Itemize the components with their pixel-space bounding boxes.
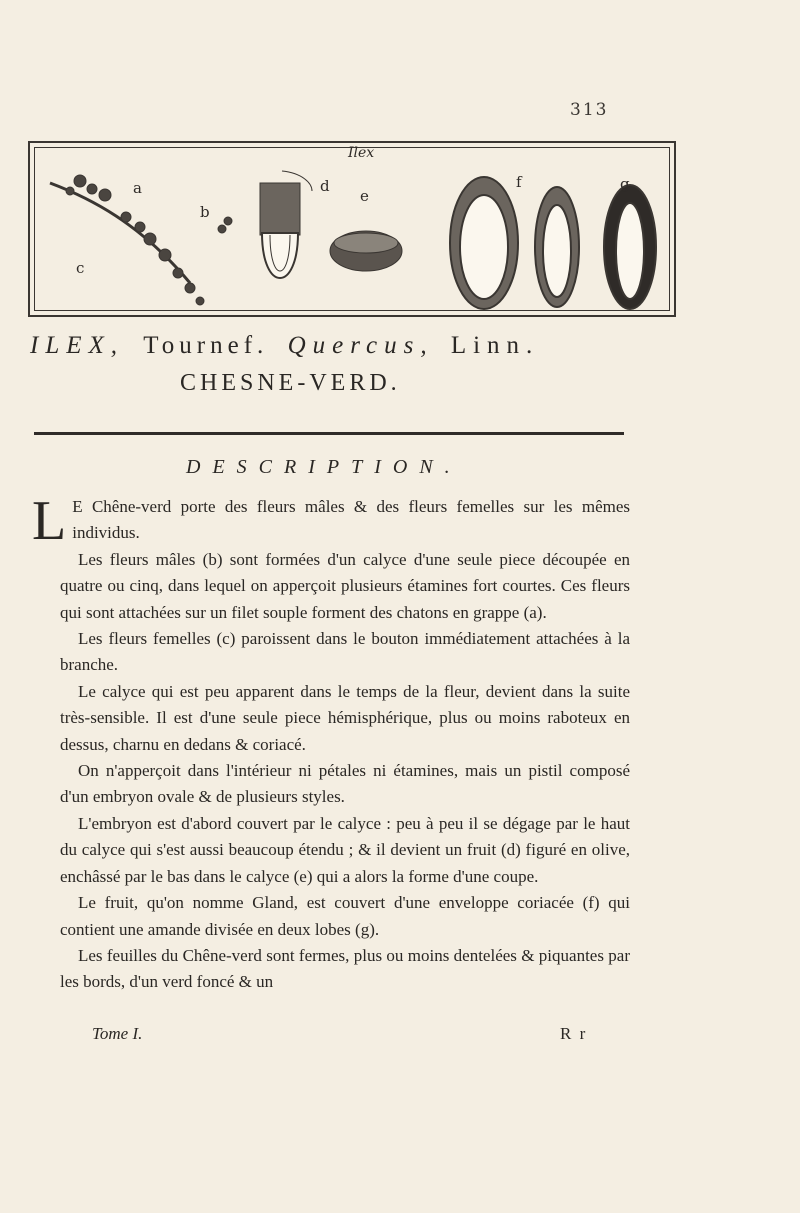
- plate-label-f: f: [516, 173, 522, 191]
- paragraph: Les feuilles du Chêne-verd sont fermes, plus ou moins dentelées & piquantes par les bords, d'un verd foncé & un: [60, 945, 630, 992]
- paragraph: Les fleurs mâles (b) sont formées d'un calyce d'une seule piece découpée en quatre ou cinq, dans lequel on apperçoit plusieurs étamines fort courtes. Ces fleurs qui sont attachées sur un filet souple forment des chatons en grappe (a).: [60, 549, 630, 622]
- page-title: [30, 332, 670, 360]
- paragraph: L'embryon est d'abord couvert par le calyce : peu à peu il se dégage par le haut du calyce qui s'est aussi beaucoup étendu ; & il devient un fruit (d) figuré en olive, enchâssé par le bas dans le calyce (e) qui a alors la forme d'une coupe.: [60, 813, 630, 886]
- description-body: [32, 490, 630, 996]
- plate-title: Ilex: [348, 145, 375, 161]
- volume-label: Tome I.: [92, 1024, 143, 1043]
- genus-name-linnaeus: Quercus,: [287, 332, 434, 359]
- plate-label-d: d: [320, 177, 330, 195]
- plate-illustration: [30, 143, 678, 319]
- botanical-plate: [28, 141, 676, 317]
- paragraph: On n'apperçoit dans l'intérieur ni pétales ni étamines, mais un pistil composé d'un embryon ovale & de plusieurs styles.: [60, 761, 630, 807]
- plate-label-b: b: [200, 203, 210, 221]
- paragraph: Le calyce qui est peu apparent dans le temps de la fleur, devient dans la suite très-sensible. Il est d'une seule piece hémisphérique, plus ou moins raboteux en dessus, charnu en dedans & coriacé.: [60, 681, 630, 754]
- paragraph: Le fruit, qu'on nomme Gland, est couvert d'une enveloppe coriacée (f) qui contient une amande divisée en deux lobes (g).: [60, 893, 630, 939]
- paragraph: Les fleurs femelles (c) paroissent dans le bouton immédiatement attachées à la branche.: [60, 629, 630, 675]
- plate-label-a: a: [133, 179, 142, 197]
- signature-mark: R r: [560, 1024, 588, 1043]
- author-linnaeus: Linn.: [450, 332, 540, 359]
- plate-label-g: g: [620, 175, 630, 193]
- plate-label-e: e: [360, 187, 369, 205]
- plate-label-c: c: [76, 259, 85, 277]
- drop-cap: L: [32, 490, 67, 552]
- divider-rule: [34, 432, 624, 435]
- paragraph: L E Chêne-verd porte des fleurs mâles & des fleurs femelles sur les mêmes individus.: [32, 490, 630, 552]
- author-tournefort: Tournef.: [143, 332, 269, 359]
- page-number: 313: [570, 100, 609, 120]
- genus-name: ILEX,: [30, 332, 125, 359]
- common-name: CHESNE-VERD.: [180, 370, 401, 396]
- section-heading: DESCRIPTION.: [186, 456, 462, 478]
